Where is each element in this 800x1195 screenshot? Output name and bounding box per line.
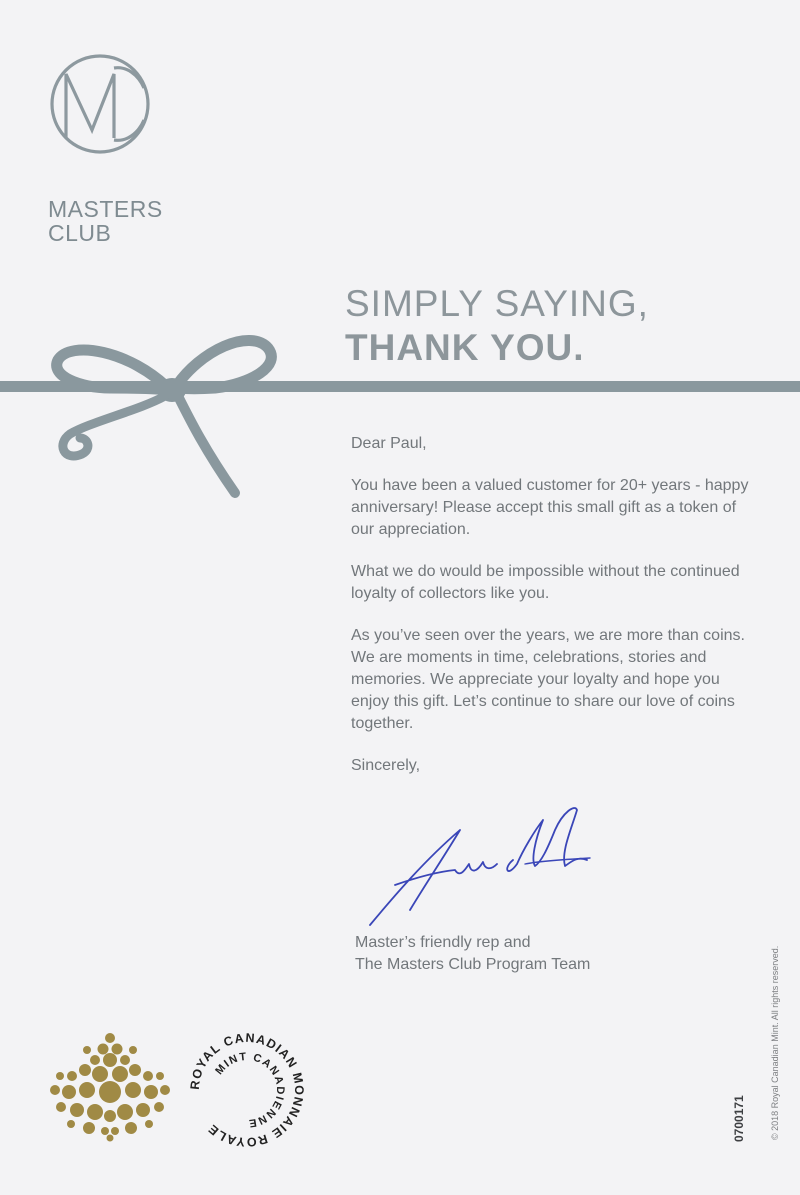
letter-body bbox=[351, 433, 751, 797]
svg-text:ROYAL CANADIAN MONNAIE ROYALE bbox=[188, 1031, 306, 1149]
brand-name-line2: CLUB bbox=[48, 220, 112, 246]
seal-text-inner: MINT CANADIENNE bbox=[213, 1050, 287, 1130]
signer-line2: The Masters Club Program Team bbox=[355, 956, 591, 973]
signer-line1: Master’s friendly rep and bbox=[355, 934, 531, 951]
handwritten-signature bbox=[365, 800, 595, 930]
gold-maple-leaf-icon bbox=[47, 1032, 173, 1142]
document-code: 0700171 bbox=[732, 1095, 746, 1142]
mint-seal bbox=[187, 1030, 307, 1150]
brand-name bbox=[48, 197, 163, 245]
headline-line1: SIMPLY SAYING, bbox=[345, 283, 649, 324]
closing: Sincerely, bbox=[351, 757, 421, 774]
letter-paragraph-3: As you’ve seen over the years, we are more than coins. We are moments in time, celebrations, stories and memories. We appreciate your loyalty and hope you enjoy this gift. Let’s continue to share our love of coins together. bbox=[351, 627, 745, 732]
signer bbox=[355, 932, 590, 976]
brand-name-line1: MASTERS bbox=[48, 196, 163, 222]
salutation: Dear Paul, bbox=[351, 435, 427, 452]
svg-text:MINT CANADIENNE bbox=[213, 1051, 286, 1129]
headline-line2: THANK YOU. bbox=[345, 327, 585, 368]
letter-paragraph-2: What we do would be impossible without the continued loyalty of collectors like you. bbox=[351, 563, 740, 602]
mc-monogram-icon bbox=[48, 52, 152, 156]
letter-paragraph-1: You have been a valued customer for 20+ years - happy anniversary! Please accept this small gift as a token of our appreciation. bbox=[351, 477, 749, 538]
seal-text-outer: ROYAL CANADIAN MONNAIE ROYALE bbox=[187, 1030, 307, 1150]
copyright-text: © 2018 Royal Canadian Mint. All rights reserved. bbox=[770, 945, 780, 1140]
